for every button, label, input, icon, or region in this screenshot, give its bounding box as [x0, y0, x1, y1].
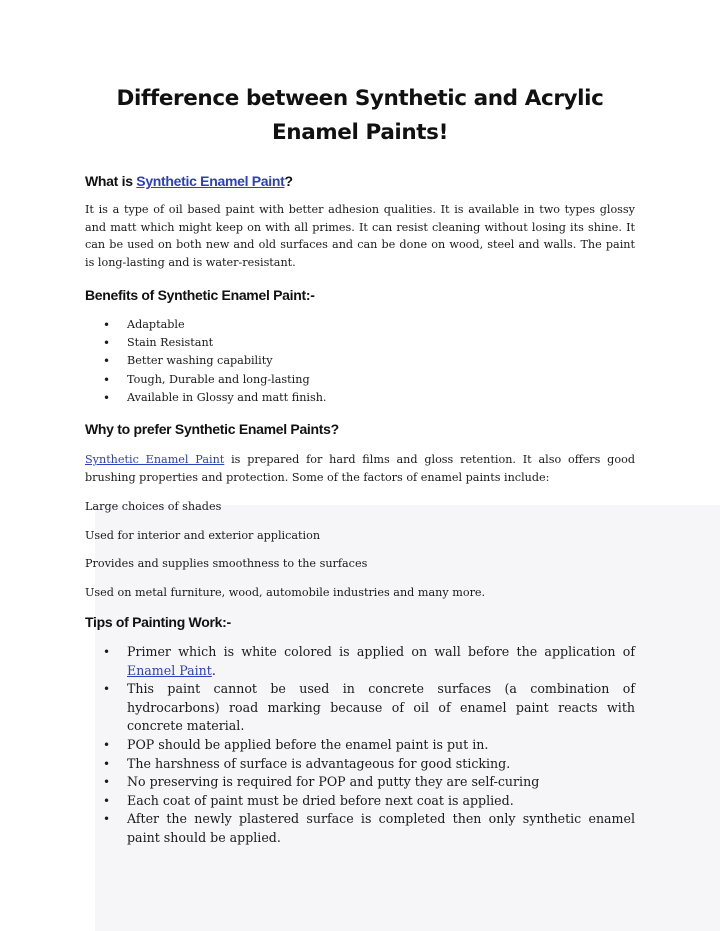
tip-item — [85, 643, 635, 680]
title-line-2: Enamel Paints! — [272, 120, 448, 145]
synthetic-enamel-paint-link[interactable]: Synthetic Enamel Paint — [85, 453, 225, 467]
synthetic-enamel-paint-heading-link[interactable]: Synthetic Enamel Paint — [136, 173, 285, 189]
factor-line: Provides and supplies smoothness to the surfaces — [85, 557, 368, 571]
benefit-item: • Stain Resistant — [85, 334, 635, 352]
why-prefer-paragraph — [85, 451, 635, 486]
benefits-list — [85, 316, 635, 407]
factor-line: Large choices of shades — [85, 500, 222, 514]
page-title — [85, 82, 635, 150]
heading-why-prefer: Why to prefer Synthetic Enamel Paints? — [85, 421, 339, 438]
enamel-paint-link[interactable]: Enamel Paint — [127, 662, 212, 678]
benefit-item: • Available in Glossy and matt finish. — [85, 389, 635, 407]
benefit-item: • Better washing capability — [85, 352, 635, 370]
why-prefer-paragraph-text: is prepared for hard films and gloss retention. It also offers good brushing properties and protection. Some of the factors of enamel paints include: — [85, 453, 635, 484]
heading-what-is-suffix: ? — [284, 173, 293, 189]
tip-item: • The harshness of surface is advantageous for good sticking. — [85, 755, 635, 774]
tip-item: • After the newly plastered surface is completed then only synthetic enamel paint should be applied. — [85, 810, 635, 847]
benefit-item: • Adaptable — [85, 316, 635, 334]
heading-tips: Tips of Painting Work:- — [85, 614, 231, 631]
tip-item: • This paint cannot be used in concrete surfaces (a combination of hydrocarbons) road marking because of oil of enamel paint reacts with concrete material. — [85, 680, 635, 736]
tip-item: • No preserving is required for POP and putty they are self-curing — [85, 773, 635, 792]
factor-line: Used on metal furniture, wood, automobile industries and many more. — [85, 585, 486, 599]
tip-item: • POP should be applied before the enamel paint is put in. — [85, 736, 635, 755]
benefit-item: • Tough, Durable and long-lasting — [85, 371, 635, 389]
title-line-1: Difference between Synthetic and Acrylic — [116, 86, 604, 111]
heading-what-is — [85, 173, 635, 189]
intro-paragraph: It is a type of oil based paint with better adhesion qualities. It is available in two types glossy and matt which might keep on with all primes. It can resist cleaning without losing its shine. It can be used on both new and old surfaces and can be done on wood, steel and walls. The paint is long-lasting and is water-resistant. — [85, 203, 635, 269]
heading-what-is-prefix: What is — [85, 173, 137, 189]
document-content — [85, 82, 635, 848]
tip-item-period: . — [211, 662, 216, 678]
heading-benefits: Benefits of Synthetic Enamel Paint:- — [85, 287, 315, 303]
factor-line: Used for interior and exterior application — [85, 528, 321, 542]
tips-list — [85, 643, 635, 848]
tip-item-text: Primer which is white colored is applied on wall before the application of — [127, 644, 635, 660]
tip-item: • Each coat of paint must be dried before next coat is applied. — [85, 792, 635, 811]
